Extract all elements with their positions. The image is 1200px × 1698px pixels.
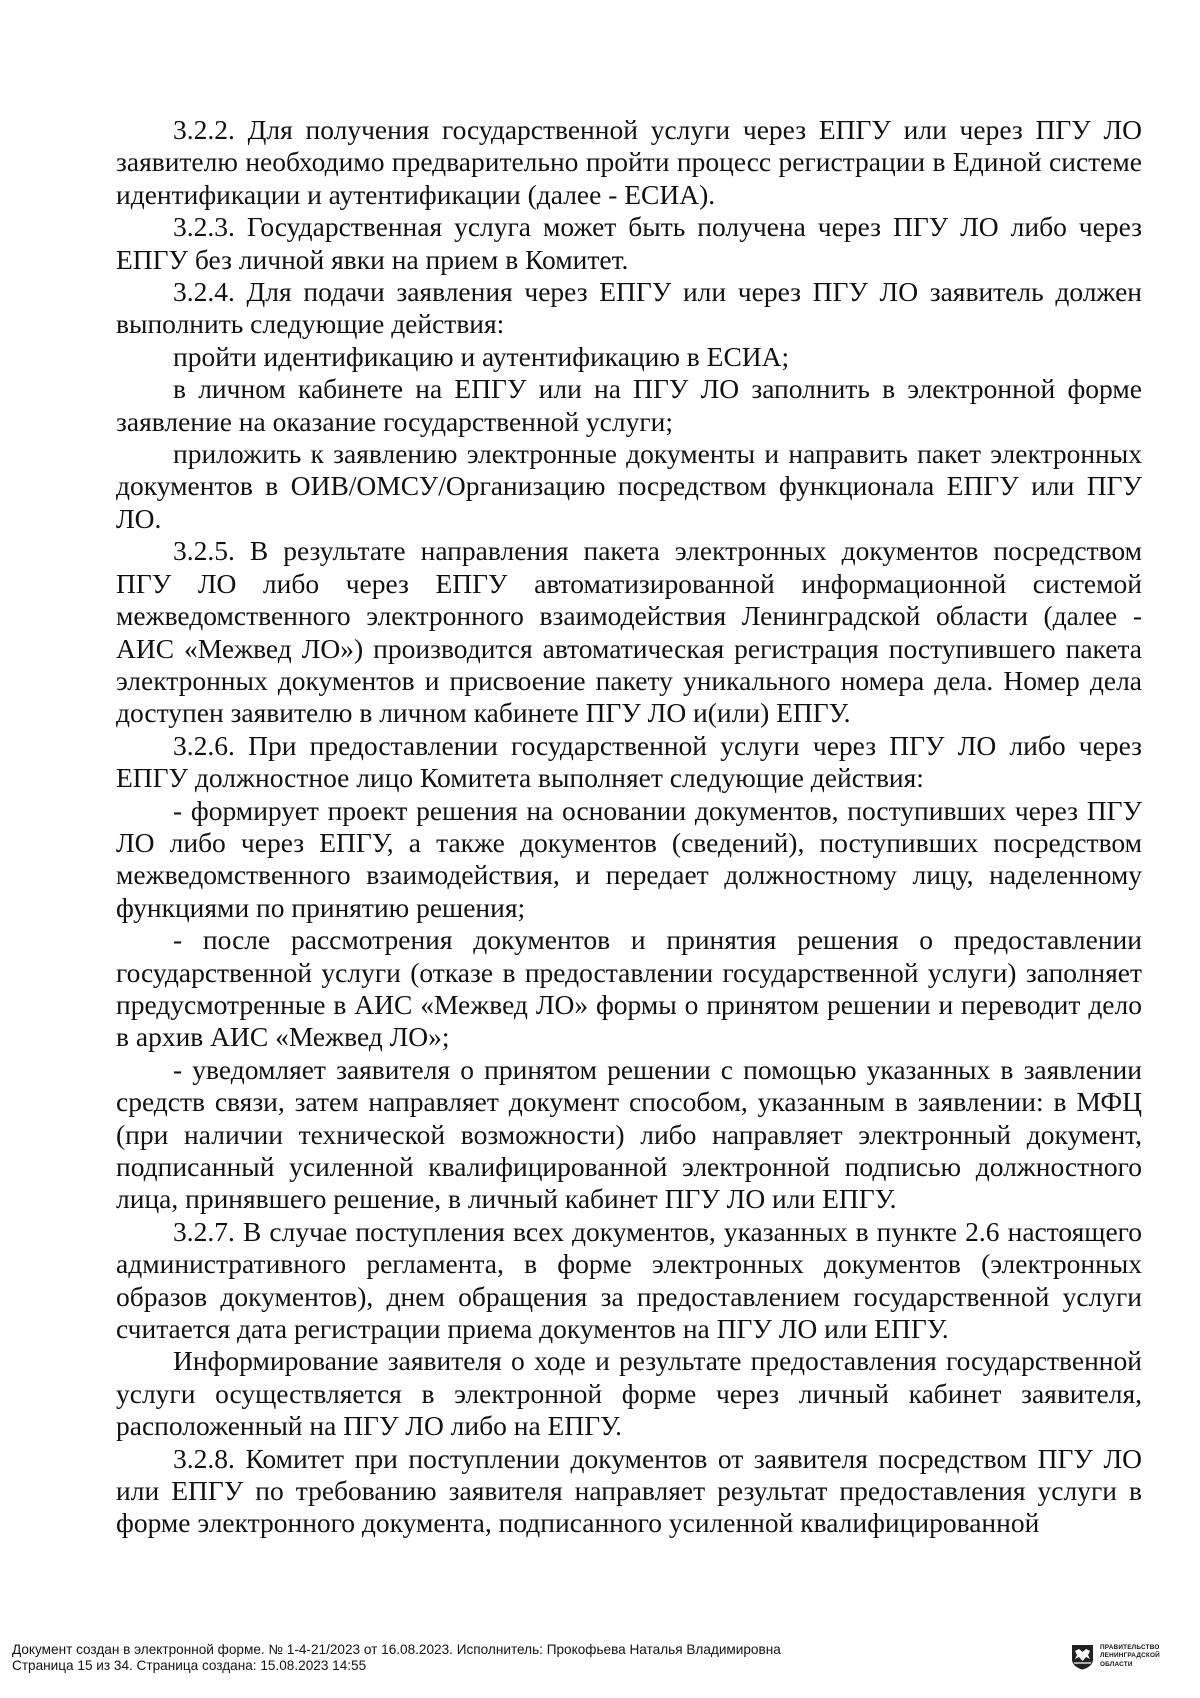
list-item: - после рассмотрения документов и принятия решения о предоставлении государственной услуги (отказе в предоставлении государственной услуги) заполняет предусмотренные в АИС «Межвед ЛО» формы о принятом решении и переводит дело в архив АИС «Межвед ЛО»; [116, 924, 1142, 1053]
paragraph-informing: Информирование заявителя о ходе и результате предоставления государственной услуги осуществляется в электронной форме через личный кабинет заявителя, расположенный на ПГУ ЛО либо на ЕПГУ. [116, 1345, 1142, 1442]
list-item: приложить к заявлению электронные документы и направить пакет электронных документов в ОИВ/ОМСУ/Организацию посредством функционала ЕПГУ или ПГУ ЛО. [116, 438, 1142, 534]
paragraph-3-2-7: 3.2.7. В случае поступления всех документов, указанных в пункте 2.6 настоящего административного регламента, в форме электронных документов (электронных образов документов), днем обращения за предоставлением государственной услуги считается дата регистрации приема документов на ПГУ ЛО или ЕПГУ. [116, 1215, 1142, 1345]
paragraph-3-2-2: 3.2.2. Для получения государственной услуги через ЕПГУ или через ПГУ ЛО заявителю необходимо предварительно пройти процесс регистрации в Единой системе идентификации и аутентификации (далее - ЕСИА). [116, 114, 1142, 210]
coat-of-arms-icon [1071, 1644, 1094, 1670]
paragraph-3-2-8: 3.2.8. Комитет при поступлении документов от заявителя посредством ПГУ ЛО или ЕПГУ по требованию заявителя направляет результат предоставления услуги в форме электронного документа, подписанного усиленной квалифицированной [116, 1442, 1142, 1539]
list-item: в личном кабинете на ЕПГУ или на ПГУ ЛО заполнить в электронной форме заявление на оказание государственной услуги; [116, 373, 1142, 437]
paragraph-3-2-3: 3.2.3. Государственная услуга может быть получена через ПГУ ЛО либо через ЕПГУ без личной явки на прием в Комитет. [116, 211, 1142, 275]
logo-text-line: ОБЛАСТИ [1100, 1660, 1133, 1668]
logo-text [1100, 1644, 1160, 1669]
government-logo [1071, 1644, 1160, 1670]
document-footer [12, 1642, 781, 1674]
list-item: - формирует проект решения на основании документов, поступивших через ПГУ ЛО либо через ЕПГУ, а также документов (сведений), поступивших посредством межведомственного взаимодействия, и передает должностному лицу, наделенному функциями по принятию решения; [116, 794, 1142, 923]
logo-text-line: ЛЕНИНГРАДСКОЙ [1100, 1652, 1160, 1660]
paragraph-3-2-6: 3.2.6. При предоставлении государственной услуги через ПГУ ЛО либо через ЕПГУ должностное лицо Комитета выполняет следующие действия: [116, 729, 1142, 794]
paragraph-3-2-5: 3.2.5. В результате направления пакета электронных документов посредством ПГУ ЛО либо через ЕПГУ автоматизированной информационной системой межведомственного электронного взаимодействия Ленинградской области (далее - АИС «Межвед ЛО») производится автоматическая регистрация поступившего пакета электронных документов и присвоение пакету уникального номера дела. Номер дела доступен заявителю в личном кабинете ПГУ ЛО и(или) ЕПГУ. [116, 535, 1142, 729]
document-body [116, 114, 1142, 1540]
logo-text-line: ПРАВИТЕЛЬСТВО [1100, 1644, 1160, 1651]
footer-line-document-info: Документ создан в электронной форме. № 1-4-21/2023 от 16.08.2023. Исполнитель: Прокофьева Наталья Владимировна [12, 1642, 781, 1657]
list-item: - уведомляет заявителя о принятом решении с помощью указанных в заявлении средств связи, затем направляет документ способом, указанным в заявлении: в МФЦ (при наличии технической возможности) либо направляет электронный документ, подписанный усиленной квалифицированной электронной подписью должностного лица, принявшего решение, в личный кабинет ПГУ ЛО или ЕПГУ. [116, 1053, 1142, 1215]
paragraph-3-2-4: 3.2.4. Для подачи заявления через ЕПГУ или через ПГУ ЛО заявитель должен выполнить следующие действия: [116, 276, 1142, 340]
list-item: пройти идентификацию и аутентификацию в ЕСИА; [173, 340, 790, 372]
footer-line-page-info: Страница 15 из 34. Страница создана: 15.08.2023 14:55 [12, 1658, 367, 1673]
